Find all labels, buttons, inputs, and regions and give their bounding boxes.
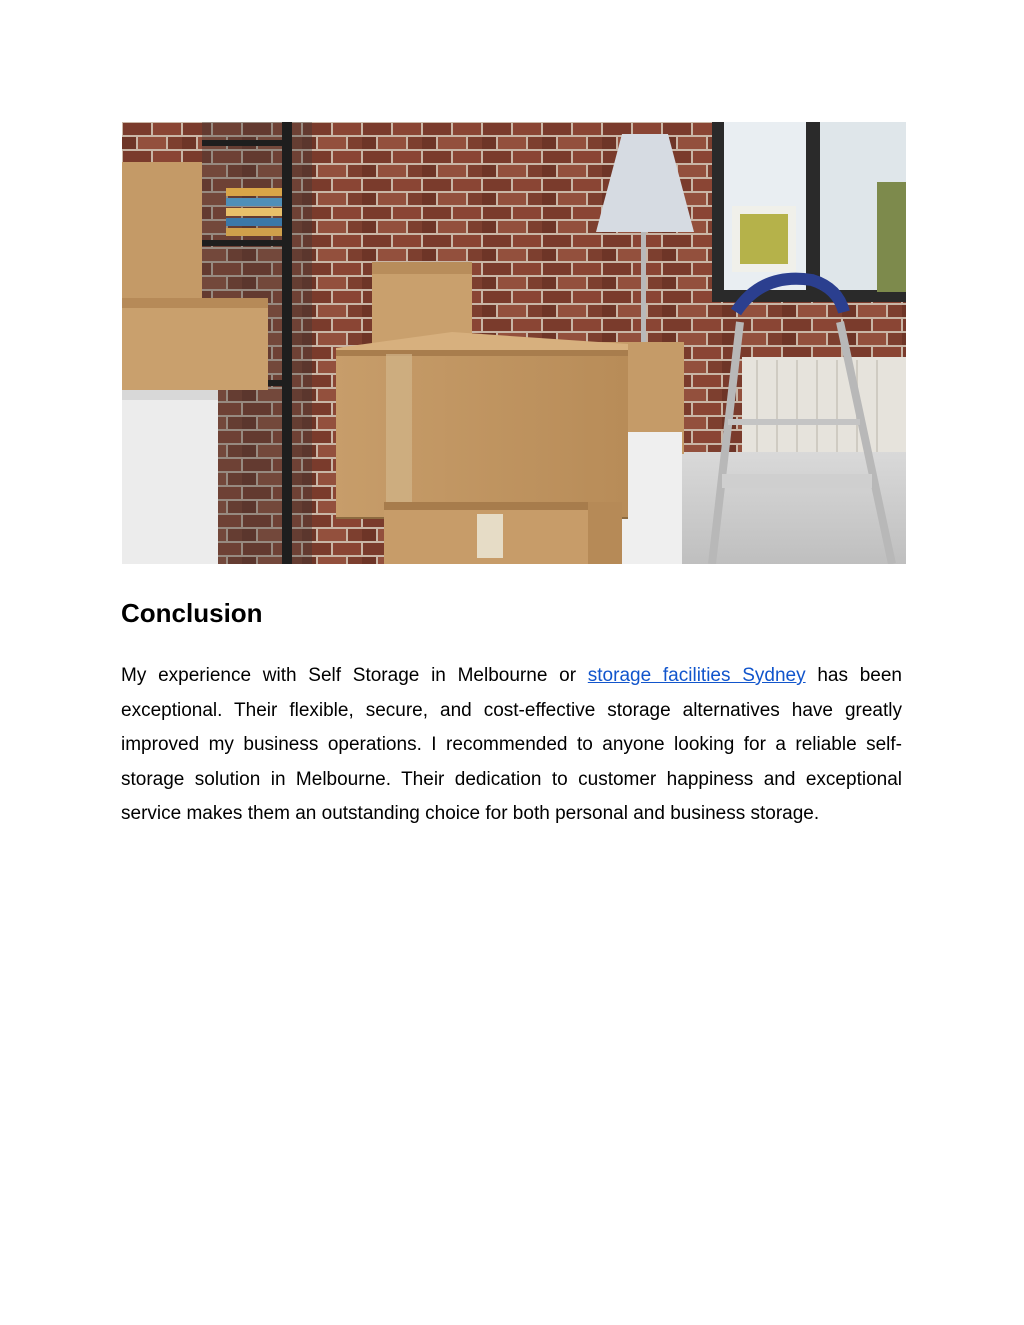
- paragraph-text-before-link: My experience with Self Storage in Melbourne or: [121, 665, 588, 686]
- paragraph-text-after-link: has been exceptional. Their flexible, secure, and cost-effective storage alternatives have greatly improved my business operations. I recommended to anyone looking for a reliable self-storage solution in Melbourne. Their dedication to customer happiness and exceptional service makes them an outstanding choice for both personal and business storage.: [121, 665, 903, 825]
- section-heading: Conclusion: [121, 598, 263, 628]
- storage-facilities-sydney-link[interactable]: storage facilities Sydney: [587, 665, 806, 686]
- conclusion-paragraph: [121, 659, 902, 832]
- storage-boxes-photo: [122, 122, 906, 564]
